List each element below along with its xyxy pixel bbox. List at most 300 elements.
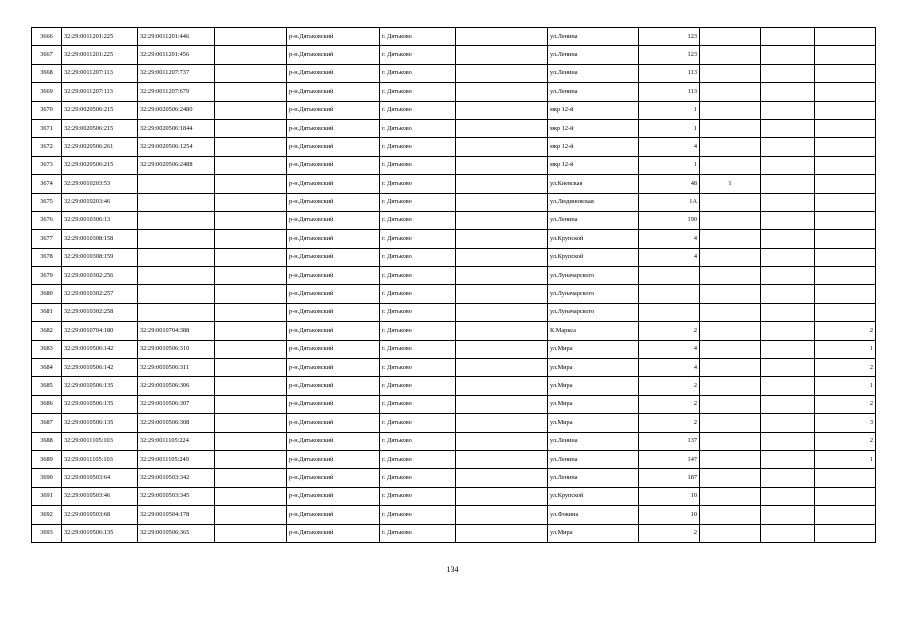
row-index-cell: 3688 — [32, 432, 62, 450]
house-number-cell — [639, 303, 700, 321]
row-index-cell: 3675 — [32, 193, 62, 211]
table-row — [32, 414, 876, 432]
district-cell: р-н.Дятьковский — [287, 101, 380, 119]
empty-col-2-cell — [456, 175, 548, 193]
district-cell: р-н.Дятьковский — [287, 432, 380, 450]
district-cell: р-н.Дятьковский — [287, 377, 380, 395]
object-number-cell — [138, 230, 215, 248]
empty-col-cell — [215, 285, 287, 303]
district-cell: р-н.Дятьковский — [287, 175, 380, 193]
street-cell: ул.Мира — [548, 395, 639, 413]
city-cell: г. Дятьково — [380, 64, 456, 82]
extra-col-cell — [761, 156, 815, 174]
city-cell: г. Дятьково — [380, 230, 456, 248]
building-number-cell — [700, 248, 761, 266]
city-cell: г. Дятьково — [380, 156, 456, 174]
house-number-cell: 123 — [639, 46, 700, 64]
district-cell: р-н.Дятьковский — [287, 248, 380, 266]
building-number-cell — [700, 285, 761, 303]
house-number-cell — [639, 285, 700, 303]
object-number-cell — [138, 193, 215, 211]
apartment-number-cell: 2 — [815, 359, 876, 377]
object-number-cell: 32:29:0010503:342 — [138, 469, 215, 487]
house-number-cell: 1А — [639, 193, 700, 211]
apartment-number-cell — [815, 119, 876, 137]
building-number-cell — [700, 524, 761, 542]
street-cell: ул.Ленина — [548, 28, 639, 46]
district-cell: р-н.Дятьковский — [287, 450, 380, 468]
district-cell: р-н.Дятьковский — [287, 46, 380, 64]
parcel-number-cell: 32:29:0010503:64 — [62, 469, 138, 487]
apartment-number-cell — [815, 211, 876, 229]
parcel-number-cell: 32:29:0011207:113 — [62, 83, 138, 101]
extra-col-cell — [761, 322, 815, 340]
empty-col-2-cell — [456, 230, 548, 248]
extra-col-cell — [761, 193, 815, 211]
building-number-cell — [700, 267, 761, 285]
parcel-number-cell: 32:29:0010306:13 — [62, 211, 138, 229]
row-index-cell: 3689 — [32, 450, 62, 468]
empty-col-cell — [215, 487, 287, 505]
empty-col-2-cell — [456, 469, 548, 487]
table-row — [32, 322, 876, 340]
object-number-cell — [138, 303, 215, 321]
empty-col-2-cell — [456, 303, 548, 321]
street-cell: ул.Луначарского — [548, 285, 639, 303]
city-cell: г. Дятьково — [380, 303, 456, 321]
empty-col-cell — [215, 28, 287, 46]
building-number-cell — [700, 487, 761, 505]
city-cell: г. Дятьково — [380, 119, 456, 137]
parcel-number-cell: 32:29:0020506:261 — [62, 138, 138, 156]
city-cell: г. Дятьково — [380, 138, 456, 156]
house-number-cell: 113 — [639, 83, 700, 101]
apartment-number-cell — [815, 303, 876, 321]
empty-col-cell — [215, 432, 287, 450]
object-number-cell — [138, 211, 215, 229]
district-cell: р-н.Дятьковский — [287, 340, 380, 358]
empty-col-cell — [215, 193, 287, 211]
row-index-cell: 3680 — [32, 285, 62, 303]
house-number-cell: 1 — [639, 119, 700, 137]
table-row — [32, 450, 876, 468]
empty-col-2-cell — [456, 156, 548, 174]
house-number-cell: 2 — [639, 322, 700, 340]
apartment-number-cell — [815, 175, 876, 193]
house-number-cell: 4 — [639, 359, 700, 377]
city-cell: г. Дятьково — [380, 28, 456, 46]
apartment-number-cell: 2 — [815, 395, 876, 413]
street-cell: ул.Крупской — [548, 248, 639, 266]
extra-col-cell — [761, 450, 815, 468]
street-cell: ул.Ленина — [548, 450, 639, 468]
row-index-cell: 3686 — [32, 395, 62, 413]
parcel-number-cell: 32:29:0010503:46 — [62, 487, 138, 505]
extra-col-cell — [761, 230, 815, 248]
empty-col-cell — [215, 211, 287, 229]
house-number-cell: 2 — [639, 377, 700, 395]
row-index-cell: 3682 — [32, 322, 62, 340]
building-number-cell — [700, 450, 761, 468]
building-number-cell — [700, 101, 761, 119]
apartment-number-cell — [815, 469, 876, 487]
house-number-cell: 2 — [639, 524, 700, 542]
city-cell: г. Дятьково — [380, 83, 456, 101]
table-row — [32, 359, 876, 377]
table-row — [32, 101, 876, 119]
city-cell: г. Дятьково — [380, 46, 456, 64]
table-row — [32, 138, 876, 156]
object-number-cell: 32:29:0010506:307 — [138, 395, 215, 413]
parcel-number-cell: 32:29:0010506:135 — [62, 414, 138, 432]
row-index-cell: 3684 — [32, 359, 62, 377]
table-row — [32, 267, 876, 285]
object-number-cell: 32:29:0010506:311 — [138, 359, 215, 377]
apartment-number-cell — [815, 156, 876, 174]
parcel-number-cell: 32:29:0011207:113 — [62, 64, 138, 82]
street-cell: мкр 12-й — [548, 138, 639, 156]
extra-col-cell — [761, 506, 815, 524]
row-index-cell: 3681 — [32, 303, 62, 321]
object-number-cell: 32:29:0011105:249 — [138, 450, 215, 468]
empty-col-cell — [215, 303, 287, 321]
object-number-cell: 32:29:0010506:365 — [138, 524, 215, 542]
object-number-cell: 32:29:0011105:224 — [138, 432, 215, 450]
street-cell: ул.Людиновская — [548, 193, 639, 211]
house-number-cell: 10 — [639, 487, 700, 505]
apartment-number-cell — [815, 64, 876, 82]
table-row — [32, 46, 876, 64]
parcel-number-cell: 32:29:0010506:142 — [62, 359, 138, 377]
house-number-cell: 2 — [639, 414, 700, 432]
table-row — [32, 395, 876, 413]
district-cell: р-н.Дятьковский — [287, 83, 380, 101]
empty-col-cell — [215, 119, 287, 137]
building-number-cell — [700, 156, 761, 174]
empty-col-cell — [215, 175, 287, 193]
empty-col-cell — [215, 230, 287, 248]
empty-col-cell — [215, 138, 287, 156]
row-index-cell: 3690 — [32, 469, 62, 487]
extra-col-cell — [761, 267, 815, 285]
street-cell: ул.Мира — [548, 340, 639, 358]
district-cell: р-н.Дятьковский — [287, 267, 380, 285]
district-cell: р-н.Дятьковский — [287, 524, 380, 542]
city-cell: г. Дятьково — [380, 340, 456, 358]
parcel-number-cell: 32:29:0020506:215 — [62, 119, 138, 137]
row-index-cell: 3676 — [32, 211, 62, 229]
row-index-cell: 3679 — [32, 267, 62, 285]
street-cell: мкр 12-й — [548, 156, 639, 174]
object-number-cell: 32:29:0010506:310 — [138, 340, 215, 358]
district-cell: р-н.Дятьковский — [287, 414, 380, 432]
table-row — [32, 230, 876, 248]
city-cell: г. Дятьково — [380, 359, 456, 377]
parcel-number-cell: 32:29:0010203:53 — [62, 175, 138, 193]
extra-col-cell — [761, 175, 815, 193]
street-cell: ул.Мира — [548, 377, 639, 395]
table-row — [32, 340, 876, 358]
empty-col-2-cell — [456, 28, 548, 46]
city-cell: г. Дятьково — [380, 524, 456, 542]
city-cell: г. Дятьково — [380, 487, 456, 505]
empty-col-2-cell — [456, 138, 548, 156]
object-number-cell: 32:29:0010504:178 — [138, 506, 215, 524]
city-cell: г. Дятьково — [380, 414, 456, 432]
street-cell: К.Маркса — [548, 322, 639, 340]
building-number-cell — [700, 377, 761, 395]
table-row — [32, 506, 876, 524]
building-number-cell — [700, 28, 761, 46]
building-number-cell — [700, 46, 761, 64]
building-number-cell — [700, 64, 761, 82]
row-index-cell: 3693 — [32, 524, 62, 542]
parcel-number-cell: 32:29:0010203:46 — [62, 193, 138, 211]
city-cell: г. Дятьково — [380, 285, 456, 303]
city-cell: г. Дятьково — [380, 322, 456, 340]
house-number-cell: 1 — [639, 156, 700, 174]
apartment-number-cell — [815, 193, 876, 211]
extra-col-cell — [761, 83, 815, 101]
parcel-number-cell: 32:29:0010308:158 — [62, 230, 138, 248]
parcel-number-cell: 32:29:0010503:68 — [62, 506, 138, 524]
empty-col-cell — [215, 450, 287, 468]
district-cell: р-н.Дятьковский — [287, 395, 380, 413]
object-number-cell — [138, 175, 215, 193]
empty-col-2-cell — [456, 487, 548, 505]
table-row — [32, 285, 876, 303]
building-number-cell — [700, 193, 761, 211]
table-row — [32, 119, 876, 137]
apartment-number-cell: 1 — [815, 340, 876, 358]
building-number-cell — [700, 119, 761, 137]
building-number-cell — [700, 138, 761, 156]
city-cell: г. Дятьково — [380, 101, 456, 119]
cadastral-table — [31, 27, 876, 543]
object-number-cell: 32:29:0010704:388 — [138, 322, 215, 340]
building-number-cell: 1 — [700, 175, 761, 193]
empty-col-2-cell — [456, 377, 548, 395]
parcel-number-cell: 32:29:0020506:215 — [62, 156, 138, 174]
empty-col-cell — [215, 506, 287, 524]
extra-col-cell — [761, 524, 815, 542]
building-number-cell — [700, 322, 761, 340]
city-cell: г. Дятьково — [380, 175, 456, 193]
empty-col-cell — [215, 248, 287, 266]
row-index-cell: 3672 — [32, 138, 62, 156]
city-cell: г. Дятьково — [380, 506, 456, 524]
building-number-cell — [700, 303, 761, 321]
building-number-cell — [700, 506, 761, 524]
row-index-cell: 3670 — [32, 101, 62, 119]
parcel-number-cell: 32:29:0010506:142 — [62, 340, 138, 358]
city-cell: г. Дятьково — [380, 377, 456, 395]
street-cell: ул.Фокина — [548, 506, 639, 524]
city-cell: г. Дятьково — [380, 248, 456, 266]
street-cell: ул.Ленина — [548, 46, 639, 64]
district-cell: р-н.Дятьковский — [287, 193, 380, 211]
empty-col-cell — [215, 64, 287, 82]
parcel-number-cell: 32:29:0010302:256 — [62, 267, 138, 285]
district-cell: р-н.Дятьковский — [287, 211, 380, 229]
parcel-number-cell: 32:29:0010506:135 — [62, 524, 138, 542]
parcel-number-cell: 32:29:0011105:103 — [62, 432, 138, 450]
house-number-cell: 2 — [639, 395, 700, 413]
row-index-cell: 3669 — [32, 83, 62, 101]
table-row — [32, 28, 876, 46]
row-index-cell: 3692 — [32, 506, 62, 524]
district-cell: р-н.Дятьковский — [287, 28, 380, 46]
street-cell: ул.Киевская — [548, 175, 639, 193]
district-cell: р-н.Дятьковский — [287, 119, 380, 137]
apartment-number-cell — [815, 101, 876, 119]
table-row — [32, 248, 876, 266]
table-row — [32, 83, 876, 101]
empty-col-2-cell — [456, 432, 548, 450]
empty-col-2-cell — [456, 414, 548, 432]
empty-col-2-cell — [456, 46, 548, 64]
street-cell: ул.Луначарского — [548, 303, 639, 321]
street-cell: мкр 12-й — [548, 119, 639, 137]
extra-col-cell — [761, 303, 815, 321]
parcel-number-cell: 32:29:0010506:135 — [62, 395, 138, 413]
extra-col-cell — [761, 119, 815, 137]
house-number-cell: 187 — [639, 469, 700, 487]
empty-col-cell — [215, 267, 287, 285]
object-number-cell: 32:29:0011201:456 — [138, 46, 215, 64]
table-row — [32, 156, 876, 174]
empty-col-cell — [215, 524, 287, 542]
house-number-cell: 4 — [639, 138, 700, 156]
empty-col-2-cell — [456, 506, 548, 524]
empty-col-2-cell — [456, 340, 548, 358]
district-cell: р-н.Дятьковский — [287, 230, 380, 248]
parcel-number-cell: 32:29:0011105:103 — [62, 450, 138, 468]
object-number-cell: 32:29:0010506:308 — [138, 414, 215, 432]
city-cell: г. Дятьково — [380, 469, 456, 487]
street-cell: ул.Крупской — [548, 487, 639, 505]
apartment-number-cell — [815, 138, 876, 156]
street-cell: ул.Ленина — [548, 432, 639, 450]
extra-col-cell — [761, 211, 815, 229]
extra-col-cell — [761, 487, 815, 505]
street-cell: ул.Ленина — [548, 83, 639, 101]
object-number-cell — [138, 285, 215, 303]
row-index-cell: 3683 — [32, 340, 62, 358]
table-row — [32, 211, 876, 229]
apartment-number-cell: 1 — [815, 450, 876, 468]
apartment-number-cell — [815, 248, 876, 266]
district-cell: р-н.Дятьковский — [287, 322, 380, 340]
apartment-number-cell: 2 — [815, 322, 876, 340]
building-number-cell — [700, 395, 761, 413]
house-number-cell: 48 — [639, 175, 700, 193]
table-body — [32, 28, 876, 543]
house-number-cell: 147 — [639, 450, 700, 468]
apartment-number-cell — [815, 28, 876, 46]
district-cell: р-н.Дятьковский — [287, 469, 380, 487]
empty-col-2-cell — [456, 524, 548, 542]
table-row — [32, 303, 876, 321]
city-cell: г. Дятьково — [380, 432, 456, 450]
house-number-cell: 10 — [639, 506, 700, 524]
parcel-number-cell: 32:29:0010302:257 — [62, 285, 138, 303]
house-number-cell: 4 — [639, 248, 700, 266]
parcel-number-cell: 32:29:0010302:258 — [62, 303, 138, 321]
street-cell: ул.Крупской — [548, 230, 639, 248]
building-number-cell — [700, 359, 761, 377]
house-number-cell: 123 — [639, 28, 700, 46]
extra-col-cell — [761, 359, 815, 377]
extra-col-cell — [761, 395, 815, 413]
row-index-cell: 3667 — [32, 46, 62, 64]
row-index-cell: 3668 — [32, 64, 62, 82]
house-number-cell: 113 — [639, 64, 700, 82]
object-number-cell — [138, 267, 215, 285]
street-cell: ул.Мира — [548, 524, 639, 542]
apartment-number-cell — [815, 83, 876, 101]
row-index-cell: 3677 — [32, 230, 62, 248]
extra-col-cell — [761, 377, 815, 395]
apartment-number-cell — [815, 267, 876, 285]
object-number-cell: 32:29:0020506:1254 — [138, 138, 215, 156]
row-index-cell: 3666 — [32, 28, 62, 46]
city-cell: г. Дятьково — [380, 395, 456, 413]
table-row — [32, 193, 876, 211]
row-index-cell: 3673 — [32, 156, 62, 174]
house-number-cell: 4 — [639, 340, 700, 358]
table-row — [32, 469, 876, 487]
building-number-cell — [700, 230, 761, 248]
street-cell: ул.Мира — [548, 359, 639, 377]
empty-col-2-cell — [456, 359, 548, 377]
empty-col-2-cell — [456, 450, 548, 468]
object-number-cell: 32:29:0011207:679 — [138, 83, 215, 101]
street-cell: ул.Луначарского — [548, 267, 639, 285]
building-number-cell — [700, 469, 761, 487]
object-number-cell: 32:29:0011201:446 — [138, 28, 215, 46]
empty-col-2-cell — [456, 395, 548, 413]
apartment-number-cell — [815, 524, 876, 542]
empty-col-2-cell — [456, 248, 548, 266]
row-index-cell: 3687 — [32, 414, 62, 432]
street-cell: ул.Мира — [548, 414, 639, 432]
city-cell: г. Дятьково — [380, 211, 456, 229]
table-row — [32, 487, 876, 505]
street-cell: ул.Ленина — [548, 469, 639, 487]
empty-col-2-cell — [456, 322, 548, 340]
row-index-cell: 3685 — [32, 377, 62, 395]
table-row — [32, 64, 876, 82]
parcel-number-cell: 32:29:0020506:215 — [62, 101, 138, 119]
empty-col-2-cell — [456, 119, 548, 137]
table-row — [32, 524, 876, 542]
extra-col-cell — [761, 432, 815, 450]
extra-col-cell — [761, 46, 815, 64]
extra-col-cell — [761, 138, 815, 156]
object-number-cell: 32:29:0010506:306 — [138, 377, 215, 395]
table-row — [32, 432, 876, 450]
extra-col-cell — [761, 414, 815, 432]
empty-col-2-cell — [456, 64, 548, 82]
building-number-cell — [700, 432, 761, 450]
empty-col-cell — [215, 395, 287, 413]
street-cell: мкр 12-й — [548, 101, 639, 119]
city-cell: г. Дятьково — [380, 193, 456, 211]
apartment-number-cell — [815, 487, 876, 505]
street-cell: ул.Ленина — [548, 64, 639, 82]
apartment-number-cell — [815, 506, 876, 524]
